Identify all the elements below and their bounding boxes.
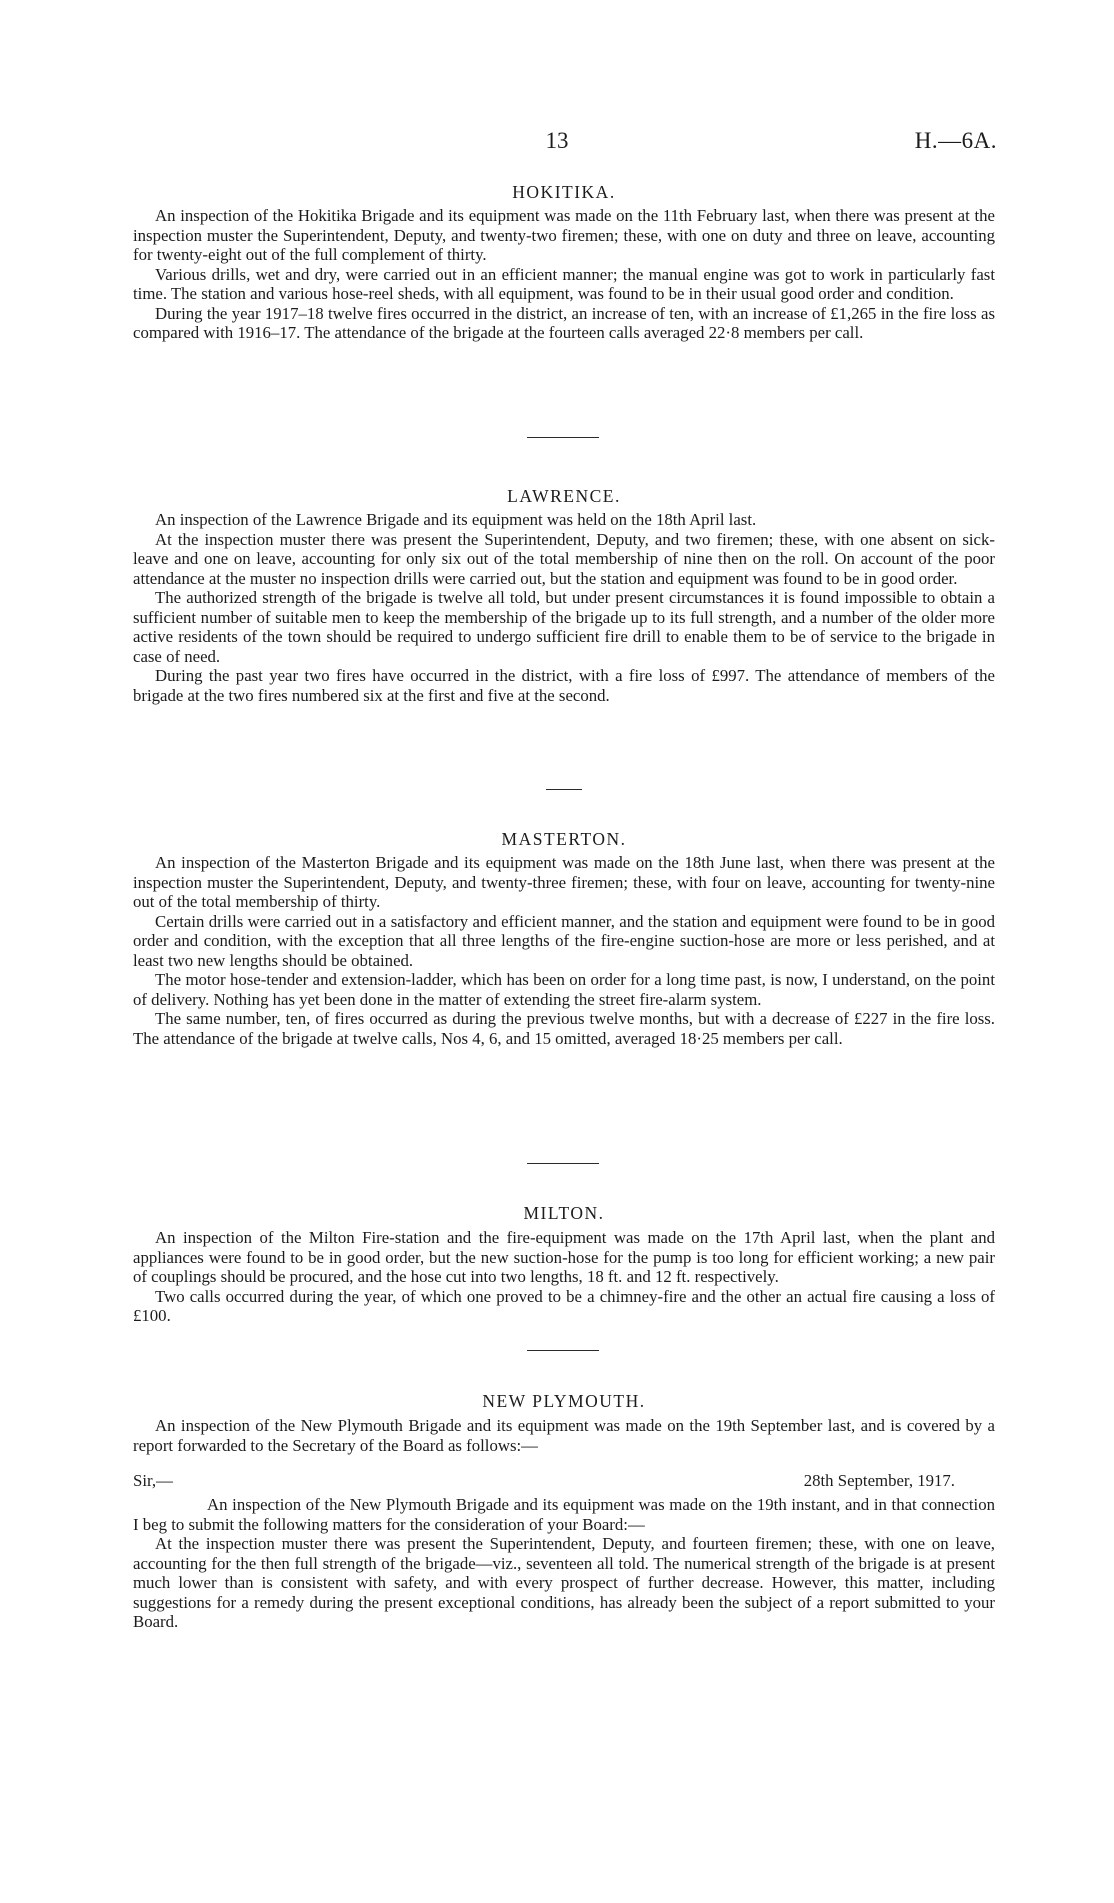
section-body-hokitika <box>133 206 995 343</box>
letter-salutation: Sir,— <box>133 1471 173 1490</box>
paragraph: Two calls occurred during the year, of which one proved to be a chimney-fire and the other an actual fire causing a loss of £100. <box>133 1286 995 1325</box>
paragraph: An inspection of the Milton Fire-station and the fire-equipment was made on the 17th April last, when the plant and appliances were found to be in good order, but the new suction-hose for the pump is too long for efficient working; a new pair of couplings should be procured, and the hose cut into two lengths, 18 ft. and 12 ft. respectively. <box>133 1228 995 1286</box>
section-body-lawrence <box>133 510 995 705</box>
section-title-new-plymouth: NEW PLYMOUTH. <box>482 1391 646 1411</box>
section-divider <box>527 1350 599 1351</box>
paragraph: An inspection of the Hokitika Brigade and its equipment was made on the 11th February last, when there was present at the inspection muster the Superintendent, Deputy, and twenty-two firemen; these, with one on duty and three on leave, accounting for twenty-eight out of the full complement of thirty. <box>133 206 995 264</box>
paragraph: An inspection of the Lawrence Brigade and its equipment was held on the 18th April last. <box>155 510 757 529</box>
paragraph: During the past year two fires have occurred in the district, with a fire loss of £997. The attendance of members of the brigade at the two fires numbered six at the first and five at the second. <box>133 666 995 705</box>
paragraph: Various drills, wet and dry, were carried out in an efficient manner; the manual engine was got to work in particularly fast time. The station and various hose-reel sheds, with all equipment, was found to be in their usual good order and condition. <box>133 264 995 303</box>
letter-body <box>133 1495 995 1632</box>
section-body-milton <box>133 1228 995 1326</box>
section-title-hokitika: HOKITIKA. <box>512 182 616 202</box>
section-body-masterton <box>133 853 995 1048</box>
section-divider <box>527 437 599 438</box>
paragraph: At the inspection muster there was present the Superintendent, Deputy, and fourteen firemen; these, with one on leave, accounting for the then full strength of the brigade—viz., seventeen all told. The numerical strength of the brigade is at present much lower than is consistent with safety, and with every prospect of further decrease. However, this matter, including suggestions for a remedy during the present exceptional conditions, has already been the subject of a report submitted to your Board. <box>133 1534 995 1631</box>
section-title-masterton: MASTERTON. <box>501 829 627 849</box>
section-title-lawrence: LAWRENCE. <box>507 486 621 506</box>
paragraph: At the inspection muster there was present the Superintendent, Deputy, and two firemen; these, with one absent on sick-leave and one on leave, accounting for only six out of the total membership of nine then on the roll. On account of the poor attendance at the muster no inspection drills were carried out, but the station and equipment was found to be in good order. <box>133 529 995 588</box>
paragraph: An inspection of the New Plymouth Brigade and its equipment was made on the 19th instant, and in that connection I beg to submit the following matters for the consideration of your Board:— <box>133 1495 995 1534</box>
paragraph: The authorized strength of the brigade is twelve all told, but under present circumstances it is found impossible to obtain a sufficient number of suitable men to keep the membership of the brigade up to its full strength, and a number of the older more active residents of the town should be required to undergo sufficient fire drill to enable them to be of service to the brigade in case of need. <box>133 588 995 666</box>
paragraph: Certain drills were carried out in a satisfactory and efficient manner, and the station and equipment were found to be in good order and condition, with the exception that all three lengths of the fire-engine suction-hose are more or less perished, and at least two new lengths should be obtained. <box>133 911 995 970</box>
paragraph: An inspection of the Masterton Brigade and its equipment was made on the 18th June last, when there was present at the inspection muster the Superintendent, Deputy, and twenty-three firemen; these, with four on leave, accounting for twenty-nine out of the total membership of thirty. <box>133 853 995 911</box>
letter-date: 28th September, 1917. <box>803 1471 955 1490</box>
section-divider <box>527 1163 599 1164</box>
section-body-new-plymouth <box>133 1416 995 1455</box>
paragraph: The same number, ten, of fires occurred as during the previous twelve months, but with a decrease of £227 in the fire loss. The attendance of the brigade at twelve calls, Nos 4, 6, and 15 omitted, averaged 18·25 members per call. <box>133 1009 995 1048</box>
section-divider <box>546 789 582 790</box>
document-reference: H.—6A. <box>914 128 997 153</box>
section-title-milton: MILTON. <box>523 1203 605 1223</box>
page-number: 13 <box>545 128 569 153</box>
paragraph: During the year 1917–18 twelve fires occurred in the district, an increase of ten, with an increase of £1,265 in the fire loss as compared with 1916–17. The attendance of the brigade at the fourteen calls averaged 22·8 members per call. <box>133 303 995 342</box>
paragraph: The motor hose-tender and extension-ladder, which has been on order for a long time past, is now, I understand, on the point of delivery. Nothing has yet been done in the matter of extending the street fire-alarm system. <box>133 970 995 1009</box>
paragraph: An inspection of the New Plymouth Brigade and its equipment was made on the 19th September last, and is covered by a report forwarded to the Secretary of the Board as follows:— <box>133 1416 995 1455</box>
